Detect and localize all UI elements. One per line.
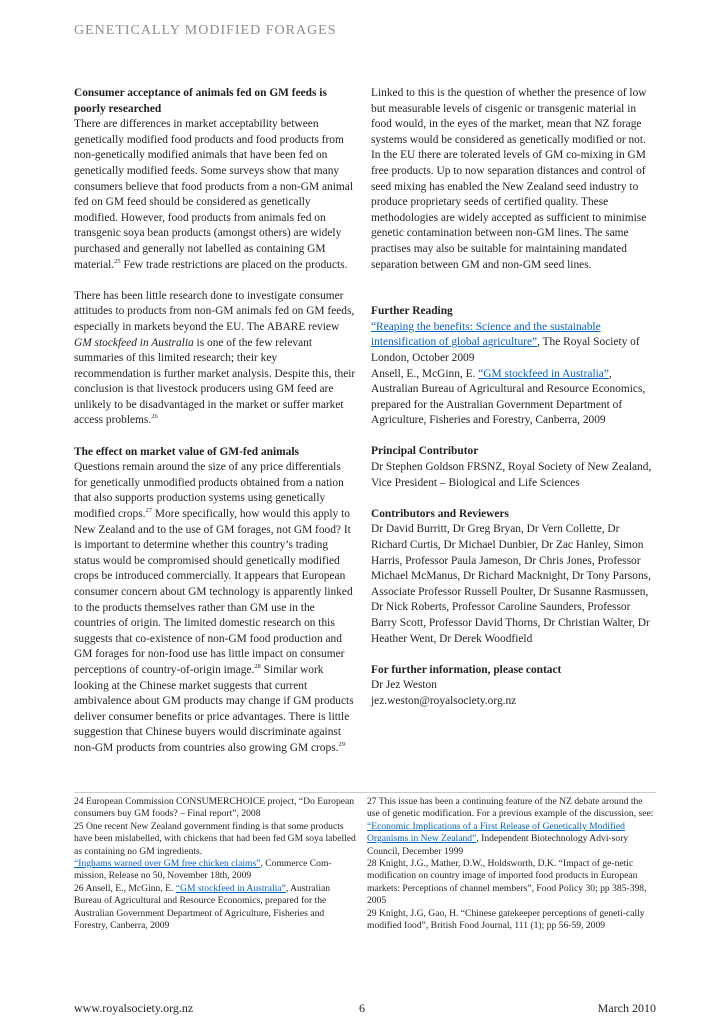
inghams-link[interactable]: “Inghams warned over GM free chicken claims” (74, 858, 261, 870)
consumer-acceptance-paragraph: There are differences in market acceptability between genetically modified food products and food products from non-genetically modified animals that have been fed on genetically modified feeds. Some surveys show that many consumers believe that food products from a non-GM animal fed on GM feed should be considered as genetically modified. However, food products from animals fed on transgenic soya bean products (amongst others) are widely purchased and generally not labelled as containing GM material.$^{25}$ Few trade restrictions are placed on the products. (74, 118, 353, 271)
footnote-ref-29[interactable]: 29 (338, 741, 345, 749)
footnote-25: 25 One recent New Zealand government finding is that some products have been mislabelled, with chickens that had been fed GM soya labelled as containing no GM ingredients. (74, 820, 356, 857)
gm-stockfeed-footnote-link[interactable]: “GM stockfeed in Australia” (175, 882, 286, 894)
market-value-paragraph: Questions remain around the size of any price differentials for genetically unmodified products obtained from a nation that also supports production systems using genetically modified crops.$^{27}$ More specifically, how would this apply to New Zealand and to the use of GM forages, not GM food? It is important to determine whether this country’s trading status would be compromised should genetically modified crops be introduced commercially. It appears that European consumer concern about GM technology is apparently linked to the products themselves rather than GM use in the countries of origin. The limited domestic research on this suggests that co-existence of non-GM food production and GM forages for non-food use has little impact on consumer perceptions of country-of-origin image.$^{28}$ Similar work looking at the Chinese market suggests that current ambivalence about GM products may change if GM products deliver consumer benefits or price advantages. There is little suggestion that Chinese buyers would discriminate against non-GM products from countries also growing GM crops.$^{29}$ (74, 461, 354, 754)
footnote-27-citation: “Economic Implications of a First Release of Genetically Modified Organisms in New Zealand”, Independent Biotechnology Advi-sory Council, December 1999 (367, 820, 629, 857)
economic-implications-link[interactable]: “Economic Implications of a First Release of Genetically Modified Organisms in New Zealand” (367, 820, 625, 845)
market-value-heading: The effect on market value of GM-fed animals (74, 445, 299, 458)
footnote-ref-28[interactable]: 28 (254, 663, 261, 671)
footnote-24: 24 European Commission CONSUMERCHOICE project, “Do European consumers buy GM foods? – Final report”, 2008 (74, 796, 355, 820)
intro-paragraph: Linked to this is the question of whether the presence of low but measurable levels of cisgenic or transgenic material in food would, in the eyes of the market, mean that NZ forage systems would be considered as genetically modified or not. In the EU there are tolerated levels of GM co-mixing in GM free products. Up to now separation distances and control of seed mixing has enabled the New Zealand seed industry to produce proprietary seeds of certified quality. These methodologies are widely accepted as sufficient to minimise genetic contamination between non-GM lines. The same practises may also be suitable for maintaining mandated separation between GM and non-GM seed lines. (371, 87, 647, 271)
gm-stockfeed-link[interactable]: “GM stockfeed in Australia” (478, 367, 609, 380)
contact-name: Dr Jez Weston (371, 679, 437, 692)
footnotes-left (74, 796, 357, 932)
research-paragraph: There has been little research done to investigate consumer attitudes to products from non-GM animals fed on GM feeds, especially in markets beyond the EU. The ABARE review GM stockfeed in Australia is one of the few relevant summaries of this limited research; their key recommendation is further market analysis. Despite this, their conclusion is that livestock producers using GM feed are unlikely to be disadvantaged in the market or suffer market access problems.$^{26}$ (74, 289, 356, 427)
footnote-27: 27 This issue has been a continuing feature of the NZ debate around the use of genetic modification. For a previous example of the discussion, see: (367, 796, 654, 820)
page-number: 6 (359, 1001, 365, 1015)
footnote-25-citation: “Inghams warned over GM free chicken claims”, Commerce Com-mission, Release no 50, November 18th, 2009 (74, 858, 332, 882)
left-column (74, 86, 356, 757)
reaping-benefits-link[interactable]: “Reaping the benefits: Science and the sustainable intensification of global agriculture” (371, 320, 601, 349)
footnote-29: 29 Knight, J.G, Gao, H. “Chinese gatekeeper perceptions of geneti-cally modified food”, British Food Journal, 111 (1); pp 56-59, 2009 (367, 907, 645, 932)
principal-contributor-heading: Principal Contributor (371, 445, 479, 458)
footnote-ref-26[interactable]: 26 (151, 413, 158, 421)
consumer-acceptance-heading: Consumer acceptance of animals fed on GM feeds is poorly researched (74, 87, 327, 115)
contributors-heading: Contributors and Reviewers (371, 507, 509, 520)
further-reading-heading: Further Reading (371, 305, 453, 318)
right-column (371, 86, 656, 710)
contact-heading: For further information, please contact (371, 663, 562, 676)
footnotes-right (367, 796, 656, 932)
further-reading-item: “Reaping the benefits: Science and the sustainable intensification of global agriculture”, The Royal Society of London, October 2009 (371, 320, 640, 364)
principal-contributor-text: Dr Stephen Goldson FRSNZ, Royal Society of New Zealand, Vice President – Biological and Life Sciences (371, 461, 652, 489)
footer-url[interactable]: www.royalsociety.org.nz (74, 1001, 194, 1015)
further-reading-item: Ansell, E., McGinn, E. “GM stockfeed in Australia”, Australian Bureau of Agricultural and Resource Economics, prepared for the Australian Government Department of Agriculture, Fisheries and Forestry, Canberra, 2009 (371, 367, 646, 427)
footnote-26: 26 Ansell, E., McGinn, E. “GM stockfeed in Australia”, Australian Bureau of Agricultural and Resource Economics, prepared for the Australian Government Department of Agriculture, Fisheries and Forestry, Canberra, 2009 (74, 882, 331, 932)
contact-email[interactable]: jez.weston@royalsociety.org.nz (371, 694, 517, 707)
footnote-ref-27[interactable]: 27 (145, 507, 152, 515)
footnote-28: 28 Knight, J.G., Mather, D.W., Holdsworth, D.K. “Impact of ge-netic modification on country image of imported food products in European markets: Perceptions of channel members”, Food Policy 30; pp 385-398, 2005 (367, 858, 647, 907)
footnote-ref-25[interactable]: 25 (114, 257, 121, 265)
footnote-divider (74, 792, 656, 793)
footer-date: March 2010 (597, 1001, 656, 1015)
contributors-text: Dr David Burritt, Dr Greg Bryan, Dr Vern Collette, Dr Richard Curtis, Dr Michael Dunbier, Dr Zac Hanley, Simon Harris, Professor Paula Jameson, Dr Chris Jones, Professor Michael McManus, Dr Richard Macknight, Dr Tony Parsons, Associate Professor Russell Poulter, Dr Susanne Rasmussen, Dr Nick Roberts, Professor Caroline Saunders, Professor Barry Scott, Professor David Thorns, Dr Christian Walter, Dr Heather Went, Dr Derek Woodfield (371, 523, 651, 645)
running-header: GENETICALLY MODIFIED FORAGES (74, 23, 337, 38)
